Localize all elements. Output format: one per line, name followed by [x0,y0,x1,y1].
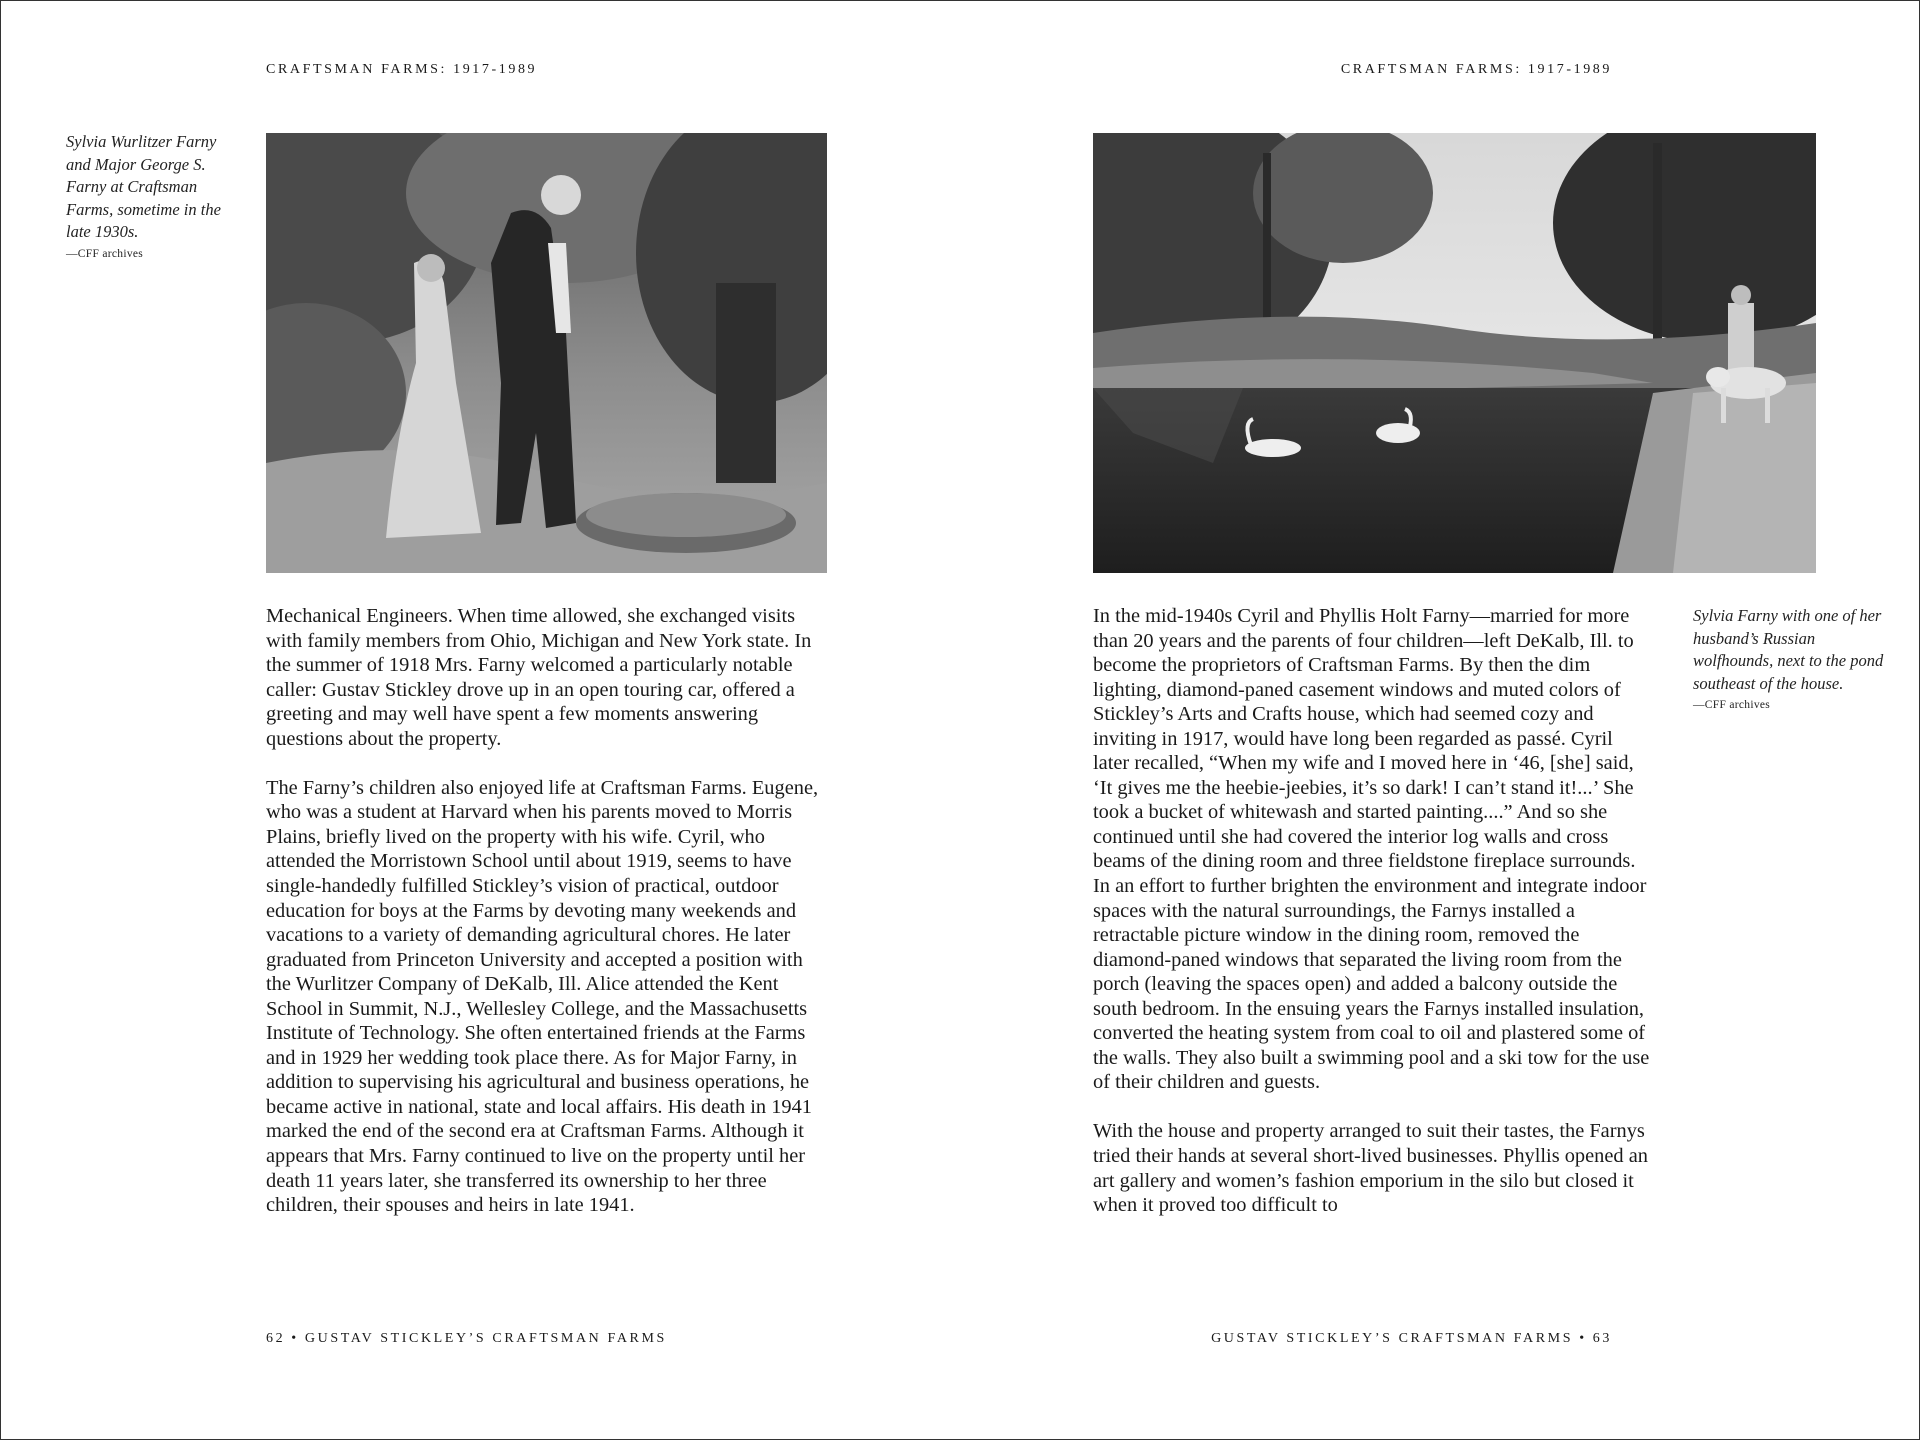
body-paragraph: In the mid-1940s Cyril and Phyllis Holt Farny—married for more than 20 years and the parents of four children—left DeKalb, Ill. to become the proprietors of Craftsman Farms. By then the dim lighting, diamond-paned casement windows and muted colors of Stickley’s Arts and Crafts house, which had seemed cozy and inviting in 1917, would have long been regarded as passé. Cyril later recalled, “When my wife and I moved here in ‘46, [she] said, ‘It gives me the heebie-jeebies, it’s so dark! I can’t stand it!...’ She took a bucket of whitewash and started painting....” And so she continued until she had covered the interior log walls and cross beams of the dining room and three fieldstone fireplace surrounds. In an effort to further brighten the environment and integrate indoor spaces with the natural surroundings, the Farnys installed a retractable picture window in the dining room, removed the diamond-paned windows that separated the living room from the porch (leaving the spaces open) and added a balcony outside the south bedroom. In the ensuing years the Farnys installed insulation, converted the heating system from coal to oil and plastered some of the walls. They also built a swimming pool and a ski tow for the use of their children and guests. [1093,605,1650,1094]
running-head: CRAFTSMAN FARMS: 1917-1989 [1340,62,1612,77]
photo-caption [66,131,242,262]
body-text [266,604,826,1218]
running-head: CRAFTSMAN FARMS: 1917-1989 [266,62,538,77]
right-page [960,0,1920,1440]
body-paragraph: The Farny’s children also enjoyed life at Craftsman Farms. Eugene, who was a student at Harvard when his parents moved to Morris Plains, briefly lived on the property with his wife. Cyril, who attended the Morristown School until about 1919, seems to have single-handedly fulfilled Stickley’s vision of practical, outdoor education for boys at the Farms by devoting many weekends and vacations to a variety of demanding agricultural chores. He later graduated from Princeton University and accepted a position with the Wurlitzer Company of DeKalb, Ill. Alice attended the Kent School in Summit, N.J., Wellesley College, and the Massachusetts Institute of Technology. She often entertained friends at the Farms and in 1929 her wedding took place there. As for Major Farny, in addition to supervising his agricultural and business operations, he became active in national, state and local affairs. His death in 1941 marked the end of the second era at Craftsman Farms. Although it appears that Mrs. Farny continued to live on the property until her death 11 years later, she transferred its ownership to her three children, their spouses and heirs in late 1941. [266,776,819,1217]
body-paragraph: With the house and property arranged to suit their tastes, the Farnys tried their hands at several short-lived businesses. Phyllis opened an art gallery and women’s fashion emporium in the silo but closed it when it proved too difficult to [1093,1120,1648,1217]
caption-text: Sylvia Wurlitzer Farny and Major George S. Farny at Craftsman Farms, sometime in the late 1930s. [66,132,221,241]
photo-couple-in-garden [266,133,827,573]
caption-credit: —CFF archives [1693,699,1771,711]
caption-credit: —CFF archives [66,247,144,260]
photo-caption [1693,605,1893,713]
photo-pond-with-swans [1093,133,1816,573]
caption-text: Sylvia Farny with one of her husband’s Russian wolfhounds, next to the pond southeast of the house. [1693,606,1884,693]
body-text [1093,604,1653,1218]
body-paragraph: Mechanical Engineers. When time allowed, she exchanged visits with family members from Ohio, Michigan and New York state. In the summer of 1918 Mrs. Farny welcomed a particularly notable caller: Gustav Stickley drove up in an open touring car, offered a greeting and may well have spent a few moments answering questions about the property. [266,605,812,750]
folio: 62 • GUSTAV STICKLEY’S CRAFTSMAN FARMS [266,1331,667,1346]
folio: GUSTAV STICKLEY’S CRAFTSMAN FARMS • 63 [1211,1331,1612,1346]
